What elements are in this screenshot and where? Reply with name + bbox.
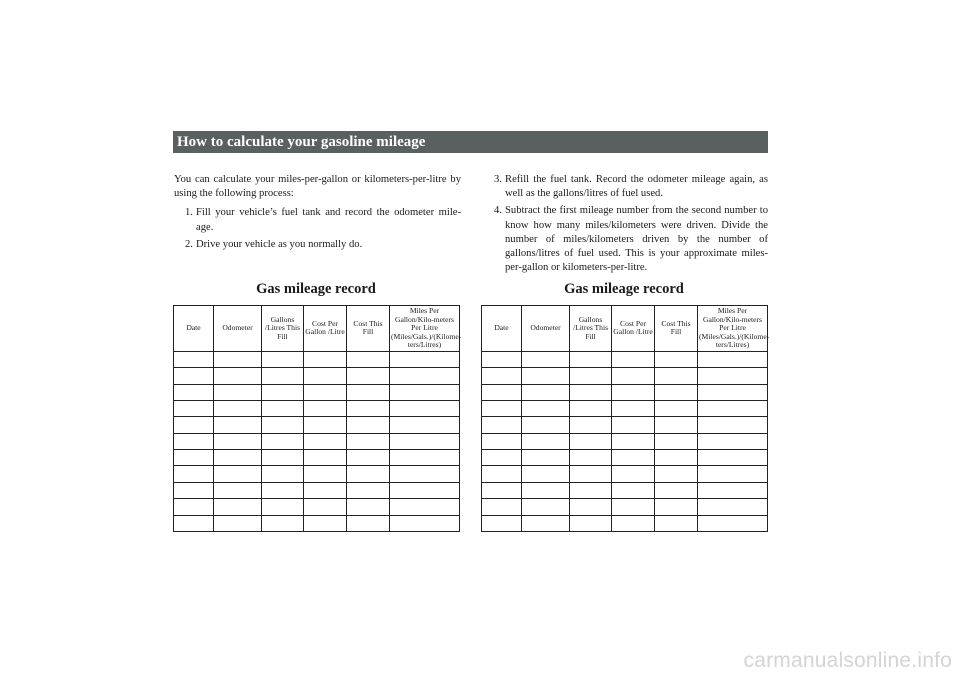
table-cell	[390, 384, 460, 400]
table-cell	[174, 482, 214, 498]
column-header-cost-this-fill: Cost This Fill	[655, 306, 698, 352]
table-cell	[174, 384, 214, 400]
table-cell	[482, 368, 522, 384]
table-cell	[390, 499, 460, 515]
table-cell	[522, 515, 570, 531]
table-cell	[390, 433, 460, 449]
table-cell	[482, 433, 522, 449]
table-cell	[482, 384, 522, 400]
table-cell	[522, 417, 570, 433]
table-cell	[570, 401, 612, 417]
table-row	[174, 401, 460, 417]
table-cell	[304, 351, 347, 367]
table-cell	[347, 368, 390, 384]
table-cell	[347, 433, 390, 449]
table-cell	[612, 466, 655, 482]
table-cell	[304, 482, 347, 498]
watermark: carmanualsonline.info	[743, 649, 952, 672]
table-cell	[214, 482, 262, 498]
table-cell	[262, 499, 304, 515]
table-header-row	[174, 306, 460, 352]
step-item	[174, 206, 461, 234]
step-item	[483, 173, 768, 201]
column-header-odometer: Odometer	[522, 306, 570, 352]
table-cell	[262, 368, 304, 384]
table-cell	[570, 450, 612, 466]
table-cell	[262, 466, 304, 482]
step-text: Subtract the first mileage number from the second number to know how many miles/kilometers were driven. Divide the number of miles/kilometers driven by the number of gallons/litres of fuel used. This is your approximate miles-per-gallon or kilometers-per-litre.	[505, 205, 768, 274]
table-cell	[214, 384, 262, 400]
table-cell	[174, 401, 214, 417]
table-cell	[522, 466, 570, 482]
table-cell	[304, 466, 347, 482]
table-row	[174, 515, 460, 531]
table-cell	[522, 450, 570, 466]
steps-list-right	[483, 173, 768, 275]
table-row	[482, 384, 768, 400]
table-cell	[214, 499, 262, 515]
table-row	[174, 384, 460, 400]
table-cell	[482, 499, 522, 515]
table-cell	[304, 499, 347, 515]
table-cell	[390, 515, 460, 531]
record-title-left: Gas mileage record	[256, 281, 376, 297]
table-cell	[612, 515, 655, 531]
table-cell	[262, 401, 304, 417]
table-cell	[698, 417, 768, 433]
table-cell	[522, 351, 570, 367]
table-cell	[174, 515, 214, 531]
table-cell	[304, 417, 347, 433]
table-cell	[347, 417, 390, 433]
table-cell	[655, 417, 698, 433]
step-number: 4.	[494, 205, 502, 217]
table-cell	[347, 466, 390, 482]
table-row	[482, 351, 768, 367]
table-cell	[214, 450, 262, 466]
table-cell	[214, 401, 262, 417]
step-number: 3.	[494, 174, 502, 185]
record-title-right: Gas mileage record	[564, 281, 684, 297]
table-cell	[174, 466, 214, 482]
table-cell	[698, 351, 768, 367]
column-header-odometer: Odometer	[214, 306, 262, 352]
table-cell	[570, 499, 612, 515]
table-cell	[612, 499, 655, 515]
column-header-cost-per-gallon: Cost Per Gallon /Litre	[612, 306, 655, 352]
table-cell	[390, 368, 460, 384]
table-cell	[570, 384, 612, 400]
table-row	[482, 515, 768, 531]
table-cell	[655, 351, 698, 367]
table-cell	[612, 351, 655, 367]
column-header-miles-per-gallon: Miles Per Gallon/Kilo-meters Per Litre (Miles/Gals.)/(Kilome-ters/Litres)	[698, 306, 768, 352]
table-cell	[174, 417, 214, 433]
table-cell	[304, 433, 347, 449]
mileage-record-table-right	[481, 305, 768, 532]
table-cell	[655, 515, 698, 531]
table-row	[482, 450, 768, 466]
table-cell	[698, 482, 768, 498]
table-cell	[522, 401, 570, 417]
steps-list-left	[174, 206, 461, 252]
table-cell	[655, 466, 698, 482]
table-cell	[390, 351, 460, 367]
table-cell	[347, 401, 390, 417]
table-cell	[347, 515, 390, 531]
table-cell	[174, 433, 214, 449]
table-cell	[482, 351, 522, 367]
table-cell	[570, 433, 612, 449]
step-item	[483, 204, 768, 275]
table-cell	[655, 384, 698, 400]
table-cell	[347, 384, 390, 400]
table-cell	[390, 417, 460, 433]
table-cell	[655, 433, 698, 449]
table-cell	[262, 515, 304, 531]
column-header-cost-per-gallon: Cost Per Gallon /Litre	[304, 306, 347, 352]
table-cell	[612, 368, 655, 384]
table-cell	[347, 499, 390, 515]
intro-paragraph: You can calculate your miles-per-gallon or kilometers-per-litre by using the following process:	[174, 174, 461, 200]
table-row	[482, 482, 768, 498]
table-cell	[304, 368, 347, 384]
table-cell	[482, 482, 522, 498]
table-cell	[174, 351, 214, 367]
table-header-row	[482, 306, 768, 352]
table-cell	[214, 433, 262, 449]
table-cell	[214, 368, 262, 384]
table-cell	[570, 368, 612, 384]
table-cell	[612, 384, 655, 400]
table-cell	[390, 401, 460, 417]
table-cell	[390, 466, 460, 482]
table-cell	[214, 515, 262, 531]
table-cell	[262, 450, 304, 466]
table-cell	[304, 401, 347, 417]
table-row	[174, 450, 460, 466]
table-cell	[522, 433, 570, 449]
column-header-date: Date	[174, 306, 214, 352]
table-cell	[214, 351, 262, 367]
column-header-miles-per-gallon: Miles Per Gallon/Kilo-meters Per Litre (Miles/Gals.)/(Kilome-ters/Litres)	[390, 306, 460, 352]
table-cell	[522, 482, 570, 498]
table-cell	[174, 368, 214, 384]
table-cell	[390, 450, 460, 466]
column-header-date: Date	[482, 306, 522, 352]
table-row	[174, 368, 460, 384]
table-cell	[612, 417, 655, 433]
column-header-gallons: Gallons /Litres This Fill	[570, 306, 612, 352]
table-cell	[655, 450, 698, 466]
table-cell	[698, 401, 768, 417]
table-row	[174, 482, 460, 498]
table-row	[174, 433, 460, 449]
right-text-column	[483, 173, 768, 278]
section-header: How to calculate your gasoline mileage	[173, 131, 768, 153]
table-row	[174, 417, 460, 433]
table-cell	[214, 466, 262, 482]
table-cell	[655, 368, 698, 384]
mileage-record-table-left	[173, 305, 460, 532]
table-cell	[612, 450, 655, 466]
table-cell	[347, 351, 390, 367]
left-text-column	[174, 173, 461, 255]
table-cell	[347, 450, 390, 466]
table-row	[174, 466, 460, 482]
table-cell	[262, 417, 304, 433]
table-cell	[698, 466, 768, 482]
table-cell	[570, 417, 612, 433]
table-cell	[570, 351, 612, 367]
table-cell	[655, 401, 698, 417]
table-cell	[612, 433, 655, 449]
table-cell	[612, 482, 655, 498]
step-text: Drive your vehicle as you normally do.	[196, 238, 363, 250]
table-cell	[522, 384, 570, 400]
table-cell	[304, 384, 347, 400]
column-header-gallons: Gallons /Litres This Fill	[262, 306, 304, 352]
step-item	[174, 238, 461, 252]
table-cell	[482, 515, 522, 531]
table-cell	[570, 515, 612, 531]
table-cell	[174, 450, 214, 466]
table-cell	[522, 368, 570, 384]
table-cell	[698, 450, 768, 466]
table-row	[482, 466, 768, 482]
table-row	[482, 417, 768, 433]
table-cell	[304, 515, 347, 531]
table-row	[174, 351, 460, 367]
table-cell	[482, 417, 522, 433]
table-cell	[698, 384, 768, 400]
table-cell	[612, 401, 655, 417]
table-cell	[698, 433, 768, 449]
step-text: Fill your vehicle’s fuel tank and record the odometer mile-age.	[196, 207, 461, 233]
step-text: Refill the fuel tank. Record the odometer mileage again, as well as the gallons/litres of fuel used.	[505, 174, 768, 200]
table-cell	[262, 482, 304, 498]
table-cell	[262, 384, 304, 400]
table-cell	[482, 466, 522, 482]
table-cell	[347, 482, 390, 498]
table-cell	[570, 466, 612, 482]
table-cell	[482, 450, 522, 466]
column-header-cost-this-fill: Cost This Fill	[347, 306, 390, 352]
step-number: 1.	[185, 207, 193, 219]
table-row	[174, 499, 460, 515]
table-cell	[390, 482, 460, 498]
table-cell	[698, 499, 768, 515]
table-cell	[655, 482, 698, 498]
table-cell	[698, 368, 768, 384]
table-row	[482, 499, 768, 515]
table-cell	[698, 515, 768, 531]
table-cell	[570, 482, 612, 498]
table-cell	[214, 417, 262, 433]
table-row	[482, 433, 768, 449]
table-cell	[262, 351, 304, 367]
table-cell	[262, 433, 304, 449]
table-cell	[522, 499, 570, 515]
step-number: 2.	[185, 238, 193, 250]
table-row	[482, 401, 768, 417]
table-cell	[174, 499, 214, 515]
table-cell	[304, 450, 347, 466]
table-cell	[482, 401, 522, 417]
table-row	[482, 368, 768, 384]
table-cell	[655, 499, 698, 515]
